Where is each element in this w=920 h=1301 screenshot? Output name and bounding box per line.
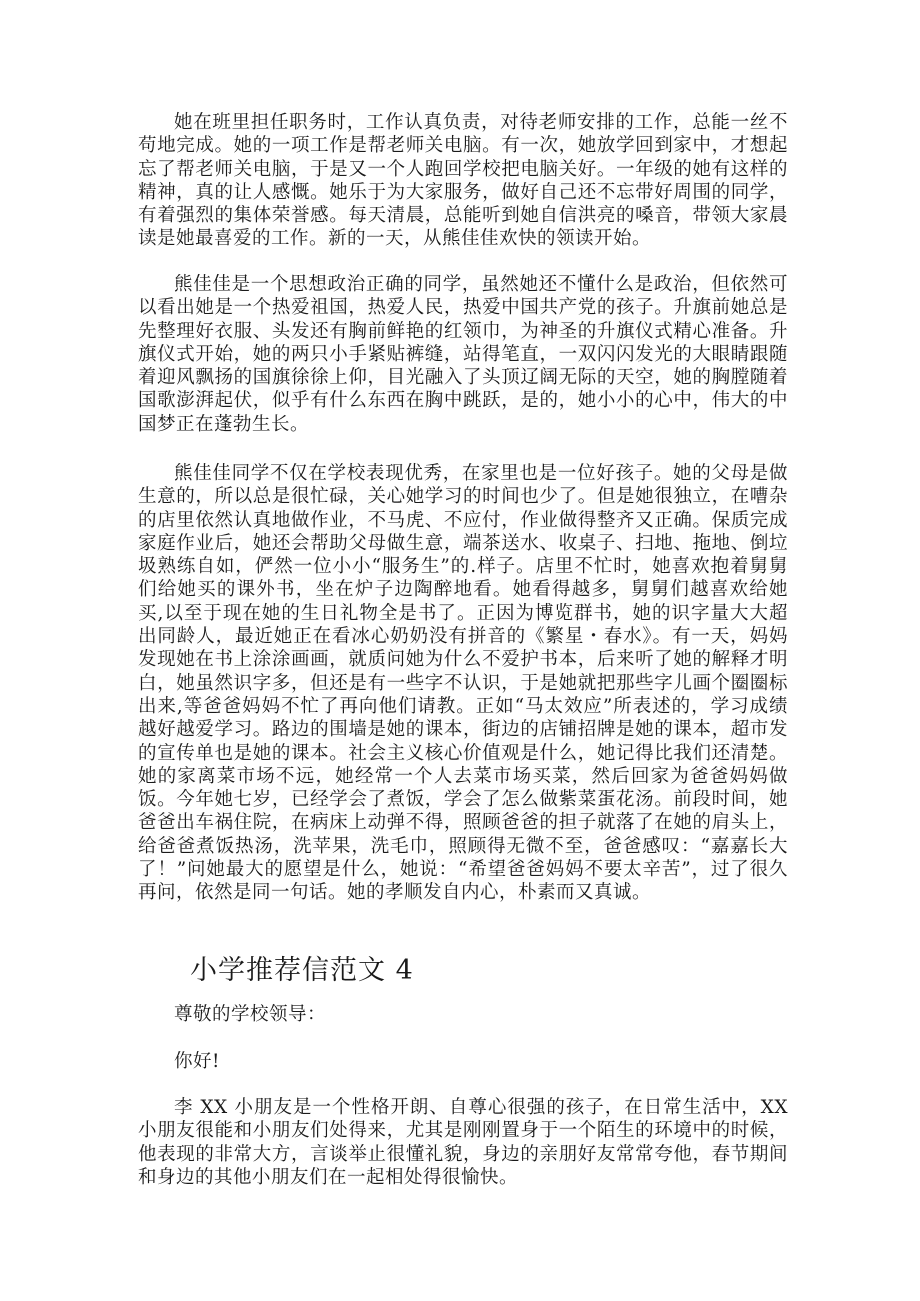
section-title: 小学推荐信范文 4: [190, 955, 414, 986]
body-paragraph: 她在班里担任职务时，工作认真负责，对待老师安排的工作，总能一丝不苟地完成。她的一项工作是帮老师关电脑。有一次，她放学回到家中，才想起忘了帮老师关电脑，于是又一个人跑回学校把电脑关好。一年级的她有这样的精神，真的让人感慨。她乐于为大家服务，做好自己还不忘带好周围的同学，有着强烈的集体荣誉感。每天清晨，总能听到她自信洪亮的嗓音，带领大家晨读是她最喜爱的工作。新的一天，从熊佳佳欢快的领读开始。: [138, 112, 788, 250]
body-paragraph: 熊佳佳同学不仅在学校表现优秀，在家里也是一位好孩子。她的父母是做生意的，所以总是很忙碌，关心她学习的时间也少了。但是她很独立，在嘈杂的店里依然认真地做作业，不马虎、不应付，作业做得整齐又正确。保质完成家庭作业后，她还会帮助父母做生意，端茶送水、收桌子、扫地、拖地、倒垃圾熟练自如，俨然一位小小“服务生”的.样子。店里不忙时，她喜欢抱着舅舅们给她买的课外书，坐在炉子边陶醉地看。她看得越多，舅舅们越喜欢给她买,以至于现在她的生日礼物全是书了。正因为博览群书，她的识字量大大超出同龄人，最近她正在看冰心奶奶没有拼音的《繁星・春水》。有一天，妈妈发现她在书上涂涂画画，就质问她为什么不爱护书本，后来听了她的解释才明白，她虽然识字多，但还是有一些字不认识，于是她就把那些字儿画个圈圈标出来,等爸爸妈妈不忙了再向他们请教。正如“马太效应”所表述的，学习成绩越好越爱学习。路边的围墙是她的课本，街边的店铺招牌是她的课本，超市发的宣传单也是她的课本。社会主义核心价值观是什么，她记得比我们还清楚。她的家离菜市场不远，她经常一个人去菜市场买菜，然后回家为爸爸妈妈做饭。今年她七岁，已经学会了煮饭，学会了怎么做紫菜蛋花汤。前段时间，她爸爸出车祸住院，在病床上动弹不得，照顾爸爸的担子就落了在她的肩头上，给爸爸煮饭热汤，洗苹果，洗毛巾，照顾得无微不至，爸爸感叹：“嘉嘉长大了！”问她最大的愿望是什么，她说：“希望爸爸妈妈不要太辛苦”，过了很久再问，依然是同一句话。她的孝顺发自内心，朴素而又真诚。: [138, 463, 788, 904]
letter-salutation: 尊敬的学校领导：: [174, 1004, 327, 1025]
body-paragraph: 熊佳佳是一个思想政治正确的同学，虽然她还不懂什么是政治，但依然可以看出她是一个热爱祖国，热爱人民，热爱中国共产党的孩子。升旗前她总是先整理好衣服、头发还有胸前鲜艳的红领巾，为神圣的升旗仪式精心准备。升旗仪式开始，她的两只小手紧贴裤缝，站得笔直，一双闪闪发光的大眼睛跟随着迎风飘扬的国旗徐徐上仰，目光融入了头顶辽阔无际的天空，她的胸膛随着国歌澎湃起伏，似乎有什么东西在胸中跳跃，是的，她小小的心中，伟大的中国梦正在蓬勃生长。: [138, 274, 788, 435]
body-paragraph: 李 XX 小朋友是一个性格开朗、自尊心很强的孩子，在日常生活中，XX 小朋友很能和小朋友们处得来，尤其是刚刚置身于一个陌生的环境中的时候，他表现的非常大方，言谈举止很懂礼貌，身边的亲朋好友常常夸他，春节期间和身边的其他小朋友们在一起相处得很愉快。: [138, 1097, 788, 1188]
letter-greeting: 你好!: [174, 1051, 220, 1072]
